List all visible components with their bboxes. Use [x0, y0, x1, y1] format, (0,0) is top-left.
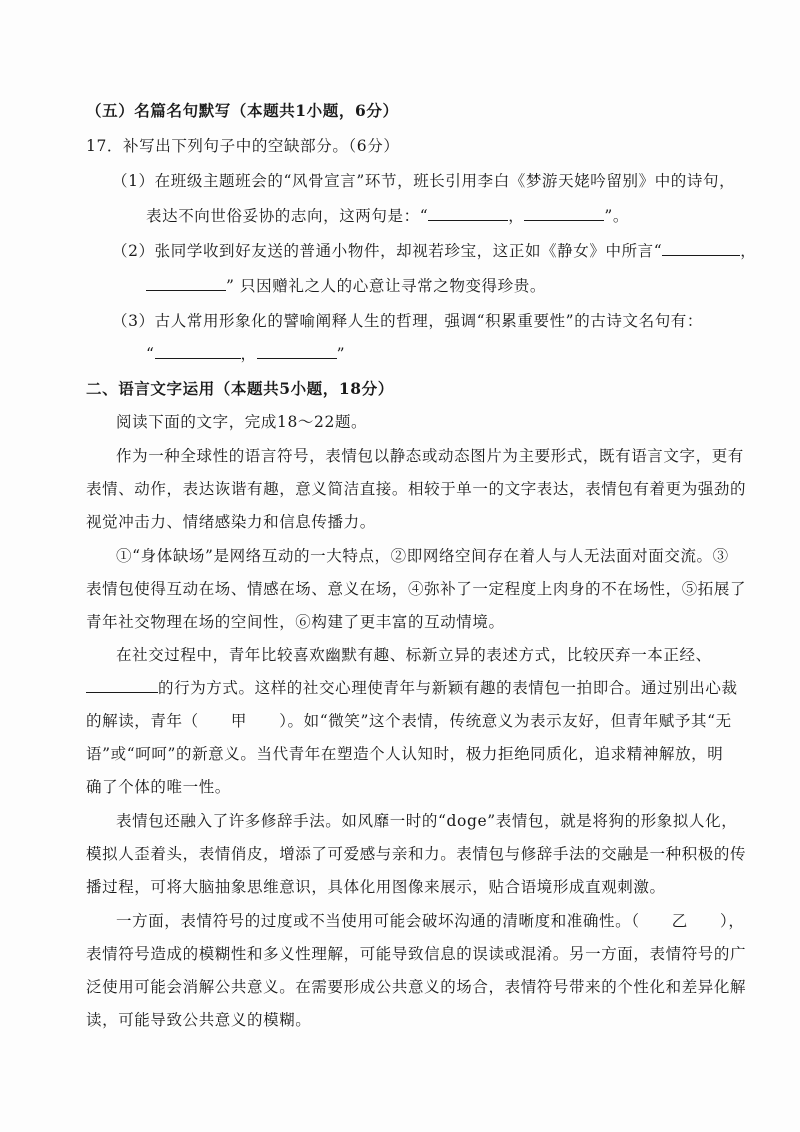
paragraph-3-line [86, 678, 738, 698]
paragraph-5-line: 读，可能导致公共意义的模糊。 [86, 1011, 312, 1029]
section-two-heading: 二、语言文字运用（本题共5小题，18分） [86, 379, 394, 398]
paragraph-4-line: 表情包还融入了许多修辞手法。如风靡一时的“doge”表情包，就是将狗的形象拟人化， [116, 812, 738, 830]
answer-blank[interactable] [524, 206, 604, 221]
paragraph-5-line: 泛使用可能会消解公共意义。在需要形成公共意义的场合，表情符号带来的个性化和差异化解 [86, 978, 747, 996]
q17-item3-comma: ， [240, 345, 257, 363]
q17-item2-tail: ” 只因赠礼之人的心意让寻常之物变得珍贵。 [226, 277, 546, 295]
q17-item2-line1 [112, 241, 756, 261]
paragraph-3-line: 语”或“呵呵”的新意义。当代青年在塑造个人认知时，极力拒绝同质化，追求精神解放，明 [86, 745, 724, 763]
paragraph-4-line: 模拟人歪着头，表情俏皮，增添了可爱感与亲和力。表情包与修辞手法的交融是一种积极的传 [86, 845, 747, 863]
paragraph-1-line: 表情、动作，表达诙谐有趣，意义简洁直接。相较于单一的文字表达，表情包有着更为强劲的 [86, 480, 747, 498]
paragraph-1-line: 作为一种全球性的语言符号，表情包以静态或动态图片为主要形式，既有语言文字，更有 [116, 447, 744, 465]
q17-item1-open-quote: 表达不向世俗妥协的志向，这两句是：“ [146, 207, 429, 225]
answer-blank[interactable] [662, 241, 740, 256]
question-17-stem: 17．补写出下列句子中的空缺部分。（6分） [86, 137, 400, 155]
answer-blank[interactable] [428, 206, 508, 221]
paragraph-2-line: ①“身体缺场”是网络互动的一大特点，②即网络空间存在着人与人无法面对面交流。③ [116, 547, 729, 565]
answer-blank[interactable] [155, 344, 241, 359]
q17-item3-close-quote: ” [336, 345, 346, 363]
q17-item2-text: （2）张同学收到好友送的普通小物件，却视若珍宝，这正如《静女》中所言“ [112, 242, 663, 260]
paragraph-3-line: 确了个体的唯一性。 [86, 778, 231, 796]
q17-item1-close-quote: ”。 [604, 207, 629, 225]
answer-blank[interactable] [86, 678, 158, 693]
section-five-heading: （五）名篇名句默写（本题共1小题，6分） [86, 101, 399, 120]
q17-item1-line1: （1）在班级主题班会的“风骨宣言”环节，班长引用李白《梦游天姥吟留别》中的诗句， [112, 172, 736, 190]
paragraph-2-line: 表情包使得互动在场、情感在场、意义在场，④弥补了一定程度上肉身的不在场性，⑤拓展了 [86, 580, 747, 598]
paragraph-3-line: 在社交过程中，青年比较喜欢幽默有趣、标新立异的表述方式，比较厌弃一本正经、 [116, 646, 712, 664]
q17-item3-line2 [146, 344, 345, 364]
q17-item3-line1: （3）古人常用形象化的譬喻阐释人生的哲理，强调“积累重要性”的古诗文名句有： [112, 312, 704, 330]
reading-intro: 阅读下面的文字，完成18～22题。 [116, 413, 368, 431]
paragraph-2-line: 青年社交物理在场的空间性，⑥构建了更丰富的互动情境。 [86, 613, 505, 631]
paragraph-5-line: 表情符号造成的模糊性和多义性理解，可能导致信息的误读或混淆。另一方面，表情符号的广 [86, 945, 747, 963]
paragraph-1-line: 视觉冲击力、情绪感染力和信息传播力。 [86, 513, 376, 531]
answer-blank[interactable] [146, 276, 226, 291]
answer-blank[interactable] [257, 344, 337, 359]
q17-item2-comma: ， [740, 242, 757, 260]
paragraph-3-line: 的解读，青年（ 甲 ）。如“微笑”这个表情，传统意义为表示友好，但青年赋予其“无 [86, 712, 732, 730]
q17-item1-comma: ， [508, 207, 525, 225]
paragraph-5-line: 一方面，表情符号的过度或不当使用可能会破坏沟通的清晰度和准确性。（ 乙 ）， [116, 912, 745, 930]
q17-item3-open-quote: “ [146, 345, 155, 363]
q17-item1-line2 [146, 206, 629, 226]
paragraph-3-after-blank: 的行为方式。这样的社交心理使青年与新颖有趣的表情包一拍即合。通过别出心裁 [158, 679, 738, 697]
q17-item2-line2 [146, 276, 546, 296]
paragraph-4-line: 播过程，可将大脑抽象思维意识，具体化用图像来展示，贴合语境形成直观刺激。 [86, 878, 666, 896]
